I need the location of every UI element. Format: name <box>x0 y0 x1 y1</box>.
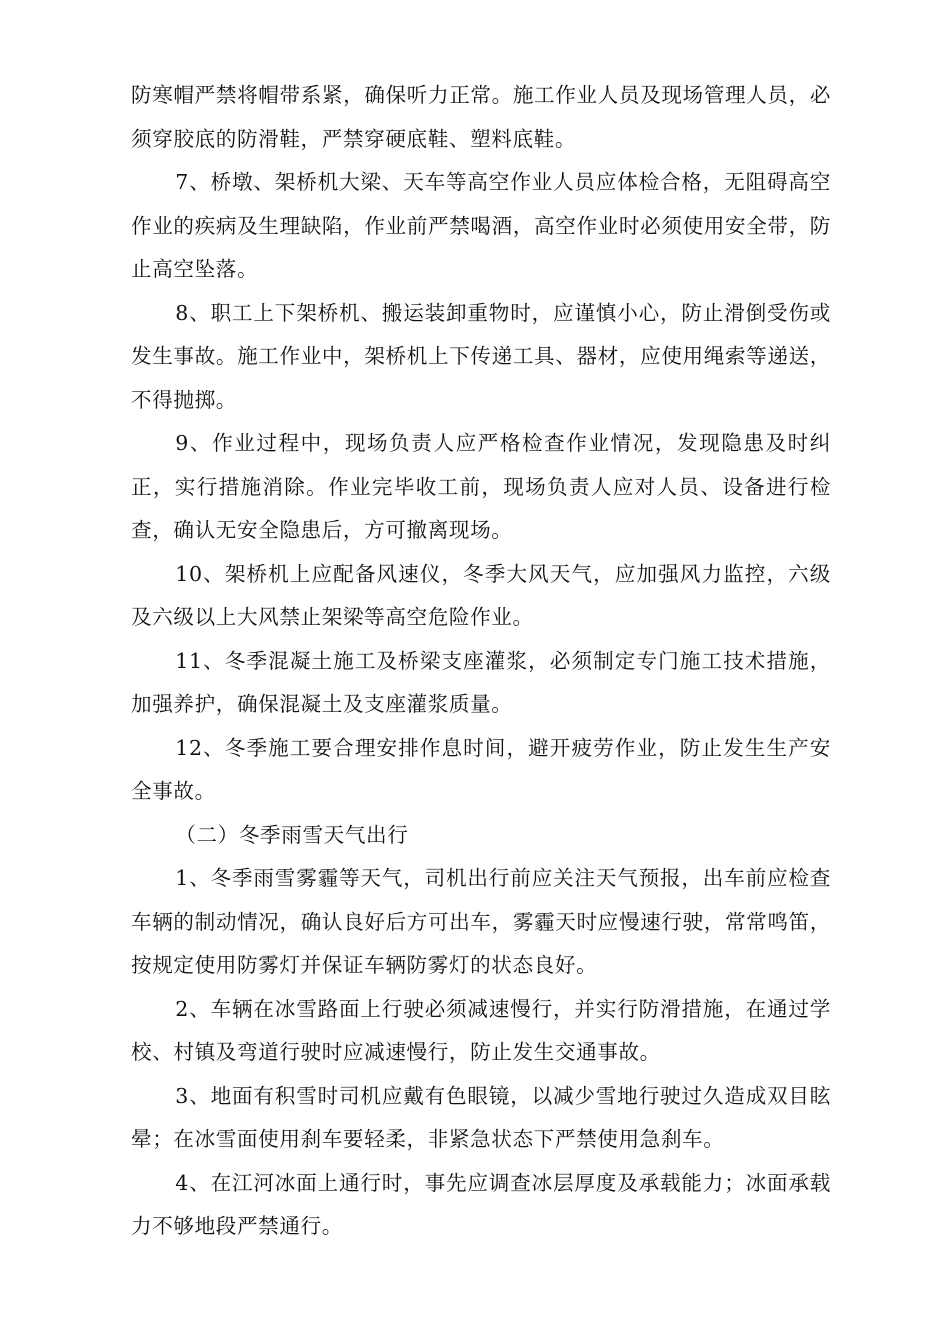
paragraph-travel-2: 2、车辆在冰雪路面上行驶必须减速慢行，并实行防滑措施，在通过学校、村镇及弯道行驶时应减速慢行，防止发生交通事故。 <box>131 996 831 1064</box>
paragraph-travel-1: 1、冬季雨雪雾霾等天气，司机出行前应关注天气预报，出车前应检查车辆的制动情况，确认良好后方可出车，雾霾天时应慢速行驶，常常鸣笛，按规定使用防雾灯并保证车辆防雾灯的状态良好。 <box>131 866 831 977</box>
paragraph-travel-4: 4、在江河冰面上通行时，事先应调查冰层厚度及承载能力；冰面承载力不够地段严禁通行。 <box>131 1170 831 1238</box>
paragraph-item-7: 7、桥墩、架桥机大梁、天车等高空作业人员应体检合格，无阻碍高空作业的疾病及生理缺陷，作业前严禁喝酒，高空作业时必须使用安全带，防止高空坠落。 <box>131 170 831 281</box>
paragraph-item-9: 9、作业过程中，现场负责人应严格检查作业情况，发现隐患及时纠正，实行措施消除。作业完毕收工前，现场负责人应对人员、设备进行检查，确认无安全隐患后，方可撤离现场。 <box>131 431 831 542</box>
document-body <box>131 74 831 1249</box>
paragraph-continuation: 防寒帽严禁将帽带系紧，确保听力正常。施工作业人员及现场管理人员，必须穿胶底的防滑鞋，严禁穿硬底鞋、塑料底鞋。 <box>131 83 831 151</box>
paragraph-travel-3: 3、地面有积雪时司机应戴有色眼镜，以减少雪地行驶过久造成双目眩晕；在冰雪面使用刹车要轻柔，非紧急状态下严禁使用急刹车。 <box>131 1083 831 1151</box>
paragraph-item-8: 8、职工上下架桥机、搬运装卸重物时，应谨慎小心，防止滑倒受伤或发生事故。施工作业中，架桥机上下传递工具、器材，应使用绳索等递送，不得抛掷。 <box>131 300 831 412</box>
paragraph-item-11: 11、冬季混凝土施工及桥梁支座灌浆，必须制定专门施工技术措施，加强养护，确保混凝土及支座灌浆质量。 <box>131 648 831 716</box>
paragraph-item-12: 12、冬季施工要合理安排作息时间，避开疲劳作业，防止发生生产安全事故。 <box>131 735 831 803</box>
paragraph-item-10: 10、架桥机上应配备风速仪，冬季大风天气，应加强风力监控，六级及六级以上大风禁止架梁等高空危险作业。 <box>131 561 831 629</box>
section-heading: （二）冬季雨雪天气出行 <box>175 822 409 847</box>
